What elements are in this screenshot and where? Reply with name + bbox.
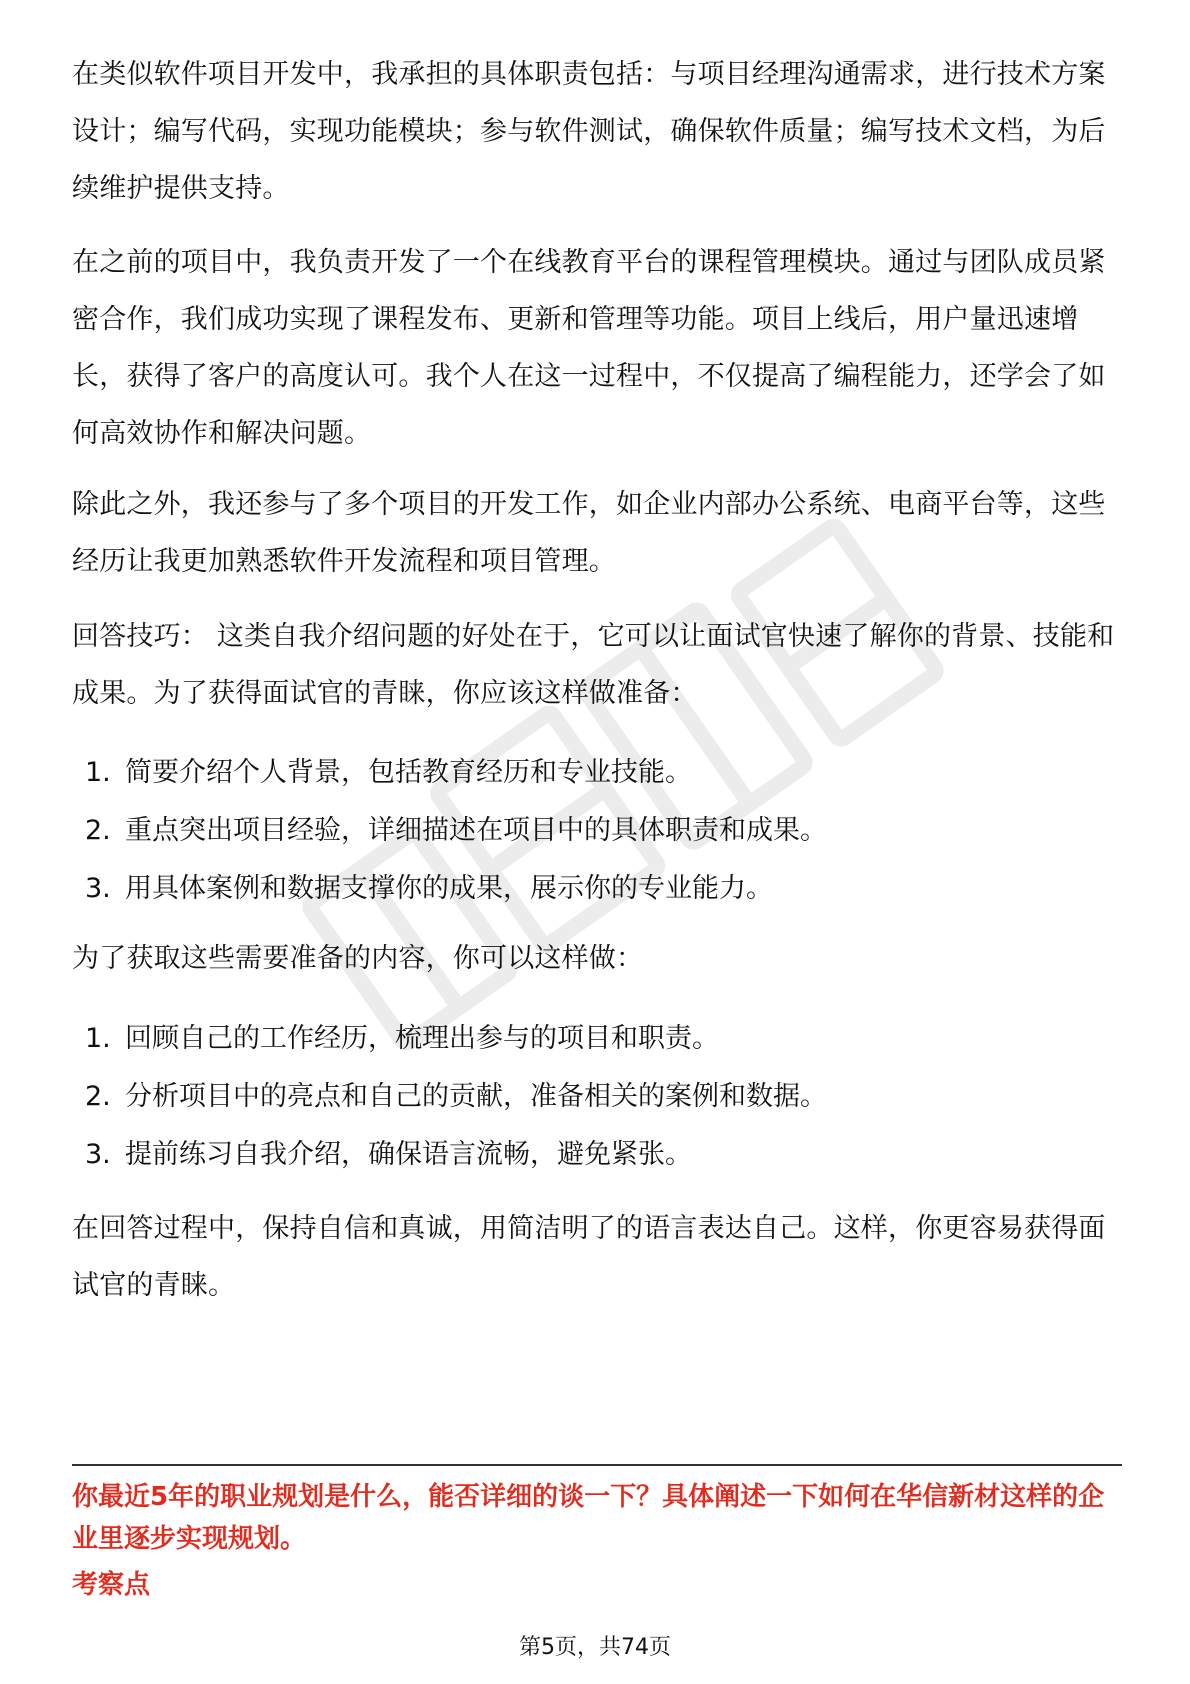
list-number: 2. [85,815,111,846]
paragraph-how-to-prepare: 为了获取这些需要准备的内容，你可以这样做： [72,943,644,974]
action-list [85,1010,1115,1184]
preparation-list [85,744,1115,918]
paragraph-project-experience: 在之前的项目中，我负责开发了一个在线教育平台的课程管理模块。通过与团队成员紧密合作，我们成功实现了课程发布、更新和管理等功能。项目上线后，用户量迅速增长，获得了客户的高度认可。我个人在这一过程中，不仅提高了编程能力，还学会了如何高效协作和解决问题。 [72,247,1106,449]
list-number: 1. [85,757,111,788]
paragraph-conclusion: 在回答过程中，保持自信和真诚，用简洁明了的语言表达自己。这样，你更容易获得面试官的青睐。 [72,1213,1106,1301]
list-number: 3. [85,873,111,904]
list-number: 2. [85,1081,111,1112]
list-item [85,1126,1115,1184]
list-number: 3. [85,1139,111,1170]
list-text: 用具体案例和数据支撑你的成果，展示你的专业能力。 [125,873,773,904]
list-number: 1. [85,1023,111,1054]
list-item [85,1010,1115,1068]
paragraph-other-projects: 除此之外，我还参与了多个项目的开发工作，如企业内部办公系统、电商平台等，这些经历让我更加熟悉软件开发流程和项目管理。 [72,489,1106,577]
list-text: 提前练习自我介绍，确保语言流畅，避免紧张。 [125,1139,692,1170]
paragraph-responsibilities: 在类似软件项目开发中，我承担的具体职责包括：与项目经理沟通需求，进行技术方案设计；编写代码，实现功能模块；参与软件测试，确保软件质量；编写技术文档，为后续维护提供支持。 [72,59,1106,204]
list-item [85,802,1115,860]
interview-question: 你最近5年的职业规划是什么，能否详细的谈一下？具体阐述一下如何在华信新材这样的企业里逐步实现规划。 [72,1482,1105,1554]
list-text: 重点突出项目经验，详细描述在项目中的具体职责和成果。 [125,815,827,846]
list-item [85,1068,1115,1126]
section-divider [72,1464,1122,1466]
list-text: 分析项目中的亮点和自己的贡献，准备相关的案例和数据。 [125,1081,827,1112]
list-item [85,860,1115,918]
page-footer: 第5页，共74页 [519,1635,671,1660]
assessment-point-heading: 考察点 [72,1570,151,1600]
list-item [85,744,1115,802]
paragraph-answer-tips: 回答技巧： 这类自我介绍问题的好处在于，它可以让面试官快速了解你的背景、技能和成果。为了获得面试官的青睐，你应该这样做准备： [72,621,1115,709]
list-text: 简要介绍个人背景，包括教育经历和专业技能。 [125,757,692,788]
list-text: 回顾自己的工作经历，梳理出参与的项目和职责。 [125,1023,719,1054]
